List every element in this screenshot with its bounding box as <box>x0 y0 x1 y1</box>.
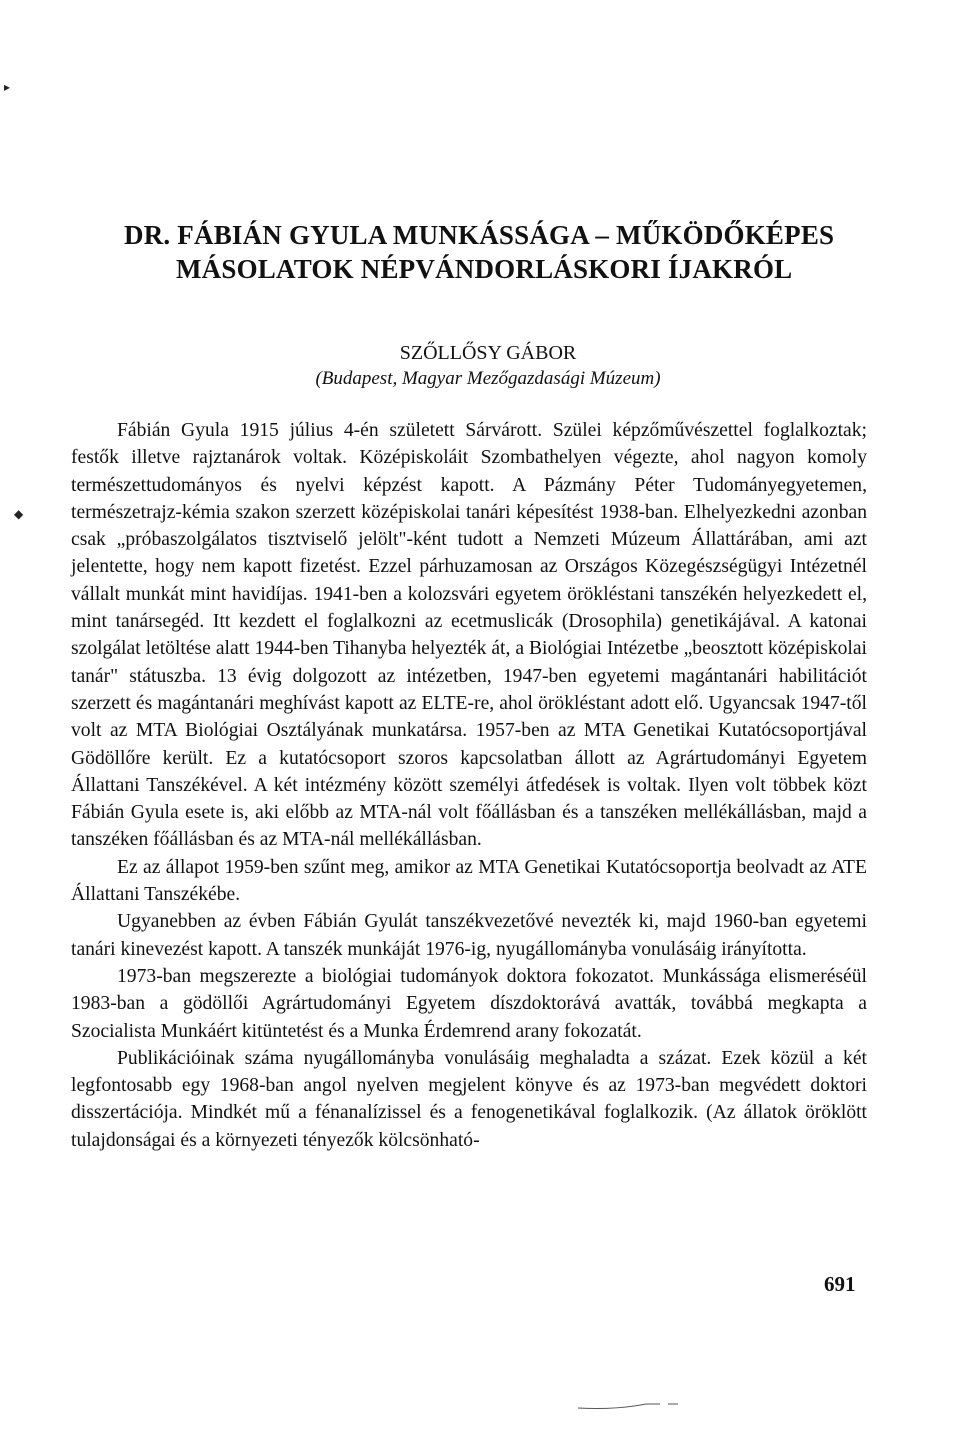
article-title <box>124 218 884 286</box>
paragraph-4: 1973-ban megszerezte a biológiai tudományok doktora fokozatot. Munkássága elismeréséül 1983-ban a gödöllői Agrártudományi Egyetem díszdoktorává avatták, továbbá megkapta a Szocialista Munkáért kitüntetést és a Munka Érdemrend arany fokozatát. <box>71 965 867 1042</box>
title-line-2: MÁSOLATOK NÉPVÁNDORLÁSKORI ÍJAKRÓL <box>176 254 793 284</box>
paragraph-1: Fábián Gyula 1915 július 4-én született Sárvárott. Szülei képzőművészettel foglalkoztak; festők illetve rajztanárok voltak. Középiskoláit Szombathelyen végezte, ahol nagyon komoly természettudományos és nyelvi képzést kapott. A Pázmány Péter Tudományegyetemen, természetrajz-kémia szakon szerzett középiskolai tanári képesítést 1938-ban. Elhelyezkedni azonban csak „próbaszolgálatos tisztviselő jelölt"-ként tudott a Nemzeti Múzeum Állattárában, ami azt jelentette, hogy nem kapott fizetést. Ezzel párhuzamosan az Országos Közegészségügyi Intézetnél vállalt munkát mint havidíjas. 1941-ben a kolozsvári egyetem örökléstani tanszékén helyezkedett el, mint tanársegéd. Itt kezdett el foglalkozni az ecetmuslicák (Drosophila) genetikájával. A katonai szolgálat letöltése alatt 1944-ben Tihanyba helyezték át, a Biológiai Intézetbe „beosztott középiskolai tanár" státuszba. 13 évig dolgozott az intézetben, 1947-ben egyetemi magántanári habilitációt szerzett és magántanári meghívást kapott az ELTE-re, ahol örökléstant adott elő. Ugyancsak 1947-től volt az MTA Biológiai Osztályának munkatársa. 1957-ben az MTA Genetikai Kutatócsoportjával Gödöllőre került. Ez a kutatócsoport szoros kapcsolatban állott az Agrártudományi Egyetem Állattani Tanszékével. A két intézmény között személyi átfedések is voltak. Ilyen volt többek közt Fábián Gyula esete is, aki előbb az MTA-nál volt főállásban és a tanszéken mellékállásban, majd a tanszéken főállásban és az MTA-nál mellékállásban. <box>71 420 867 851</box>
paragraph-5: Publikációinak száma nyugállományba vonulásáig meghaladta a százat. Ezek közül a két legfontosabb egy 1968-ban angol nyelven megjelent könyve és az 1973-ban megvédett doktori disszertációja. Mindkét mű a fénanalízissel és a fenogenetikával foglalkozik. (Az állatok öröklött tulajdonságai és a környezeti tényezők kölcsönható- <box>71 1047 867 1151</box>
title-line-1: DR. FÁBIÁN GYULA MUNKÁSSÁGA – MŰKÖDŐKÉPES <box>124 220 835 250</box>
page-number: 691 <box>824 1272 856 1296</box>
paragraph-2: Ez az állapot 1959-ben szűnt meg, amikor az MTA Genetikai Kutatócsoportja beolvadt az ATE Állattani Tanszékébe. <box>71 856 867 906</box>
author-affiliation: (Budapest, Magyar Mezőgazdasági Múzeum) <box>315 368 661 389</box>
author-block <box>0 340 960 392</box>
paragraph-3: Ugyanebben az évben Fábián Gyulát tanszékvezetővé nevezték ki, majd 1960-ban egyetemi tanári kinevezést kapott. A tanszék munkáját 1976-ig, nyugállományba vonulásáig irányította. <box>71 911 867 960</box>
scan-dash-mark <box>576 1398 686 1412</box>
margin-bullet-mark: ◆ <box>14 507 24 521</box>
article-body <box>71 417 867 1154</box>
margin-arrow-mark: ▸ <box>4 80 11 94</box>
author-name: SZŐLLŐSY GÁBOR <box>399 342 577 364</box>
